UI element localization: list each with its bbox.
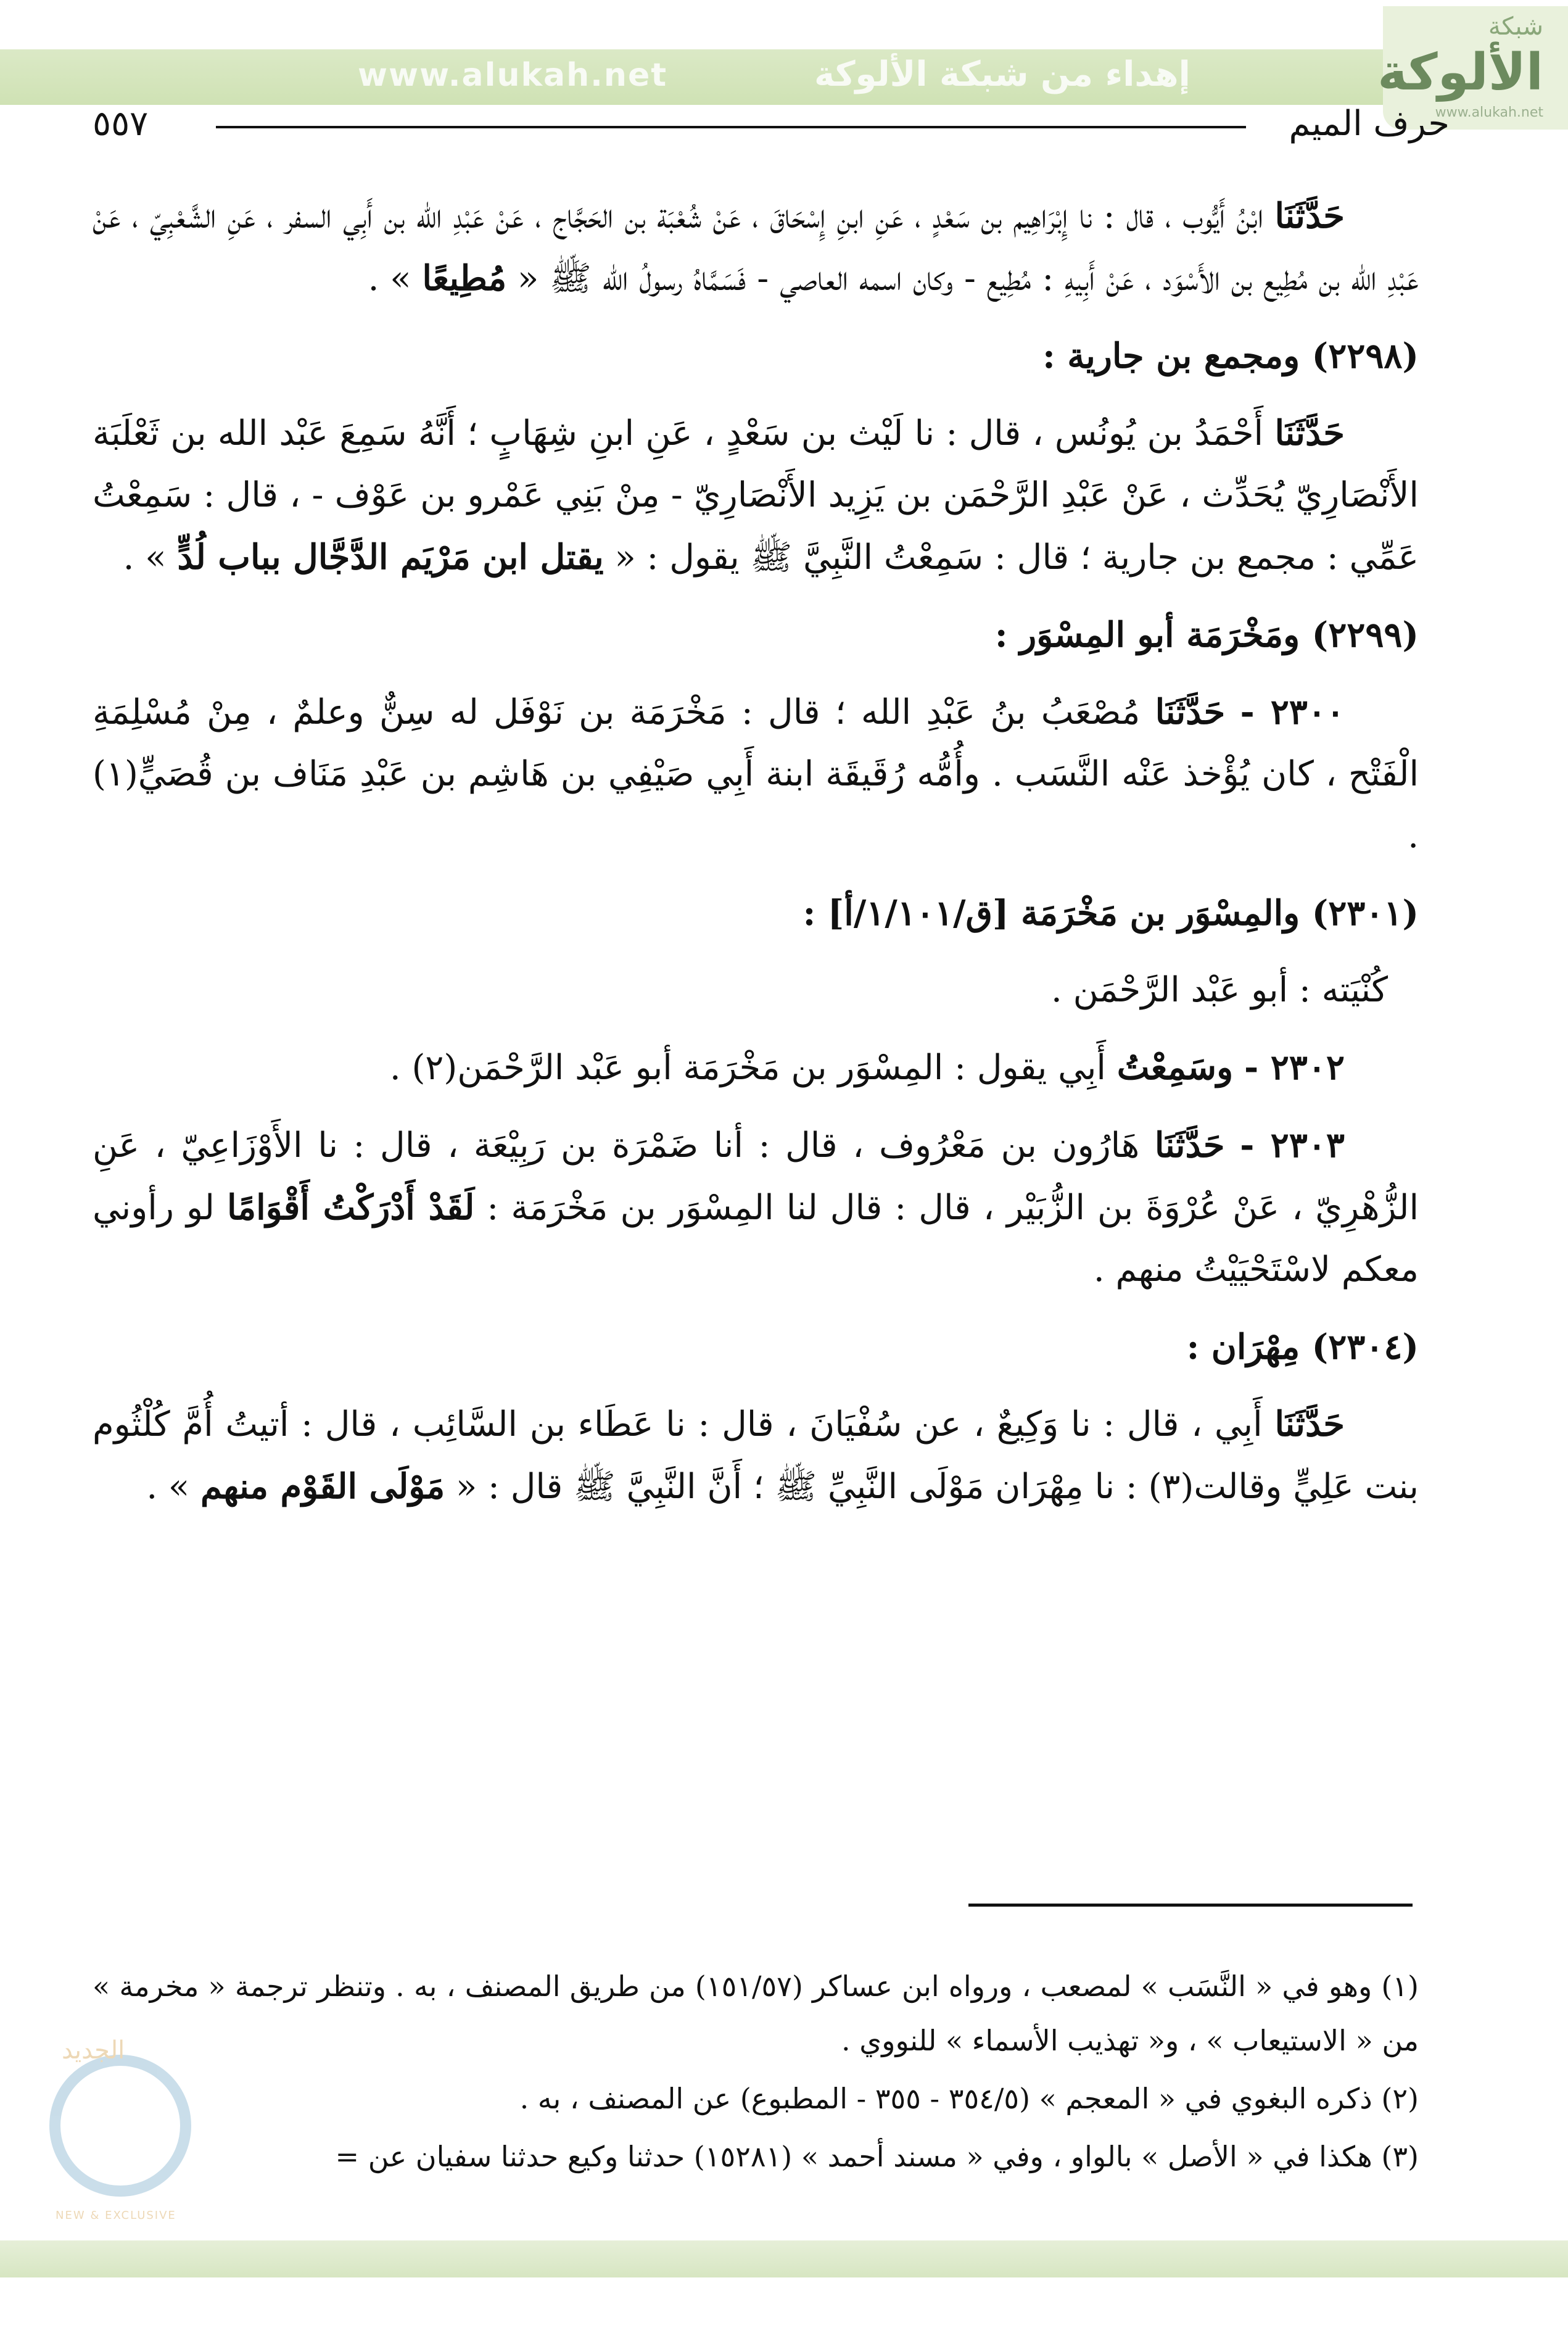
hadith-number-2303: ٢٣٠٣ - (1240, 1125, 1345, 1166)
watermark-url: www.alukah.net (358, 57, 668, 94)
paragraph-1-text: ابْنُ أَيُّوب ، قال : نا إِبْرَاهِيم بن سَعْدٍ ، عَنِ ابنِ إِسْحَاقَ ، عَنْ شُعْبَة بن الحَجَّاج ، عَنْ عَبْدِ الله بن أَبِي السفر ، عَنِ الشَّعْبِيّ ، عَنْ عَبْدِ الله بن مُطِيع بن الأَسْوَد ، عَنْ أَبِيهِ : مُطِيع - وكان اسمه العاصي - فَسَمَّاهُ رسولُ الله ﷺ « (93, 196, 1419, 299)
header-rule (216, 126, 1246, 128)
paragraph-2302 (93, 1037, 1419, 1099)
logo-main-text: الألوكة (1377, 43, 1543, 102)
footnote-3: (٣) هكذا في « الأصل » بالواو ، وفي « مسند أحمد » (١٥٢٨١) حدثنا وكيع حدثنا سفيان عن = (335, 2140, 1419, 2173)
paragraph-2-text: أَحْمَدُ بن يُونُس ، قال : نا لَيْث بن سَعْدٍ ، عَنِ ابنِ شِهَابٍ ؛ أَنَّهُ سَمِعَ عَبْد الله بن ثَعْلَبَة الأَنْصَارِيّ يُحَدِّث ، عَنْ عَبْدِ الرَّحْمَن بن يَزِيد الأَنْصَارِيّ - مِنْ بَنِي عَمْرو بن عَوْف - ، قال : سَمِعْتُ عَمِّي : مجمع بن جارية ؛ قال : سَمِعْتُ النَّبِيَّ ﷺ يقول : « (93, 413, 1419, 578)
paragraph-1 (93, 185, 1419, 310)
paragraph-2 (93, 402, 1419, 589)
paragraph-2302-lead: وسَمِعْتُ (1116, 1047, 1234, 1088)
paragraph-2303-text: هَارُون بن مَعْرُوف ، قال : أنا ضَمْرَة بن رَبِيْعَة ، قال : نا الأَوْزَاعِيّ ، عَنِ الزُّهْرِيّ ، عَنْ عُرْوَةَ بن الزُّبَيْر ، قال : قال لنا المِسْوَر بن مَخْرَمَة : (93, 1125, 1419, 1228)
entry-heading-2299: (٢٢٩٩) ومَخْرَمَة أبو المِسْوَر : (994, 615, 1419, 655)
paragraph-2302-text: أَبِي يقول : المِسْوَر بن مَخْرَمَة أبو عَبْد الرَّحْمَن(٢) . (389, 1048, 1117, 1088)
paragraph-1-end: » . (368, 259, 423, 299)
entry-heading-2298: (٢٢٩٨) ومجمع بن جارية : (1042, 336, 1419, 376)
paragraph-7-quote: مَوْلَى القَوْم منهم (200, 1466, 445, 1507)
paragraph-7-end: » . (146, 1467, 200, 1507)
bottom-band (0, 2240, 1568, 2277)
corner-watermark-logo (25, 2036, 210, 2240)
paragraph-2300 (93, 681, 1419, 867)
paragraph-2300-lead: حَدَّثَنَا (1155, 692, 1226, 732)
paragraph-7 (93, 1393, 1419, 1518)
hadith-number-2302: ٢٣٠٢ - (1244, 1047, 1345, 1088)
footnotes (93, 1959, 1419, 2187)
paragraph-2303 (93, 1114, 1419, 1301)
paragraph-7-lead: حَدَّثَنَا (1274, 1404, 1345, 1444)
footnote-1: (١) وهو في « النَّسَب » لمصعب ، ورواه ابن عساكر (١٥١/٥٧) من طريق المصنف ، به . وتنظر ترجمة « مخرمة » من « الاستيعاب » ، و« تهذيب الأسماء » للنووي . (93, 1970, 1419, 2057)
paragraph-2303-lead: حَدَّثَنَا (1154, 1125, 1225, 1166)
paragraph-2-quote: يقتل ابن مَرْيَم الدَّجَّال بباب لُدٍّ (177, 537, 604, 578)
entry-heading-2304: (٢٣٠٤) مِهْرَان : (1186, 1327, 1419, 1367)
logo-top-text: شبكة (1488, 12, 1543, 41)
paragraph-1-quote: مُطِيعًا (422, 258, 507, 299)
paragraph-2300-text: مُصْعَبُ بنُ عَبْدِ الله ؛ قال : مَخْرَمَة بن نَوْفَل له سِنٌّ وعلمٌ ، مِنْ مُسْلِمَةِ الْفَتْح ، كان يُؤْخذ عَنْه النَّسَب . وأُمُّه رُقَيقَة ابنة أَبِي صَيْفِي بن هَاشِم بن عَبْدِ مَنَاف بن قُصَيٍّ(١) . (93, 692, 1419, 856)
logo-sub-text: www.alukah.net (1435, 105, 1543, 120)
footnote-separator (968, 1904, 1413, 1907)
hadith-number-2300: ٢٣٠٠ - (1240, 692, 1345, 732)
kunya-line: كُنْيَته : أبو عَبْد الرَّحْمَن . (1051, 970, 1388, 1010)
paragraph-7-text: أَبِي ، قال : نا وَكِيعٌ ، عن سُفْيَانَ ، قال : نا عَطَاء بن السَّائِب ، قال : أتيتُ أُمَّ كُلْثُوم بنت عَلِيٍّ وقالت(٣) : نا مِهْرَان مَوْلَى النَّبِيِّ ﷺ ؛ أَنَّ النَّبِيَّ ﷺ قال : « (93, 1404, 1419, 1507)
footnote-2: (٢) ذكره البغوي في « المعجم » (٣٥٤/٥ - ٣٥٥ - المطبوع) عن المصنف ، به . (519, 2082, 1419, 2115)
main-text (93, 185, 1419, 1533)
corner-watermark-sub: NEW & EXCLUSIVE (56, 2209, 176, 2222)
paragraph-2-end: » . (123, 537, 178, 578)
watermark-band (0, 12, 1568, 120)
paragraph-2303-quote: لَقَدْ أَدْرَكْتُ أَقْوَامًا (227, 1187, 475, 1228)
paragraph-2-lead: حَدَّثَنَا (1274, 413, 1345, 454)
page-number: ٥٥٧ (93, 104, 149, 144)
corner-watermark-label: الجديد (62, 2036, 125, 2065)
entry-heading-2301: (٢٣٠١) والمِسْوَر بن مَخْرَمَة [ق/١/١٠١/أ] : (803, 893, 1419, 934)
header-title: حرف الميم (1289, 104, 1450, 144)
watermark-tagline: إهداء من شبكة الألوكة (814, 54, 1190, 94)
running-header (93, 104, 1450, 147)
watermark-circle-icon (49, 2055, 191, 2197)
paragraph-1-lead: حَدَّثَنَا (1274, 196, 1345, 236)
paragraph-2303-end: لو رأوني معكم لاسْتَحْيَيْتُ منهم . (93, 1188, 1419, 1290)
